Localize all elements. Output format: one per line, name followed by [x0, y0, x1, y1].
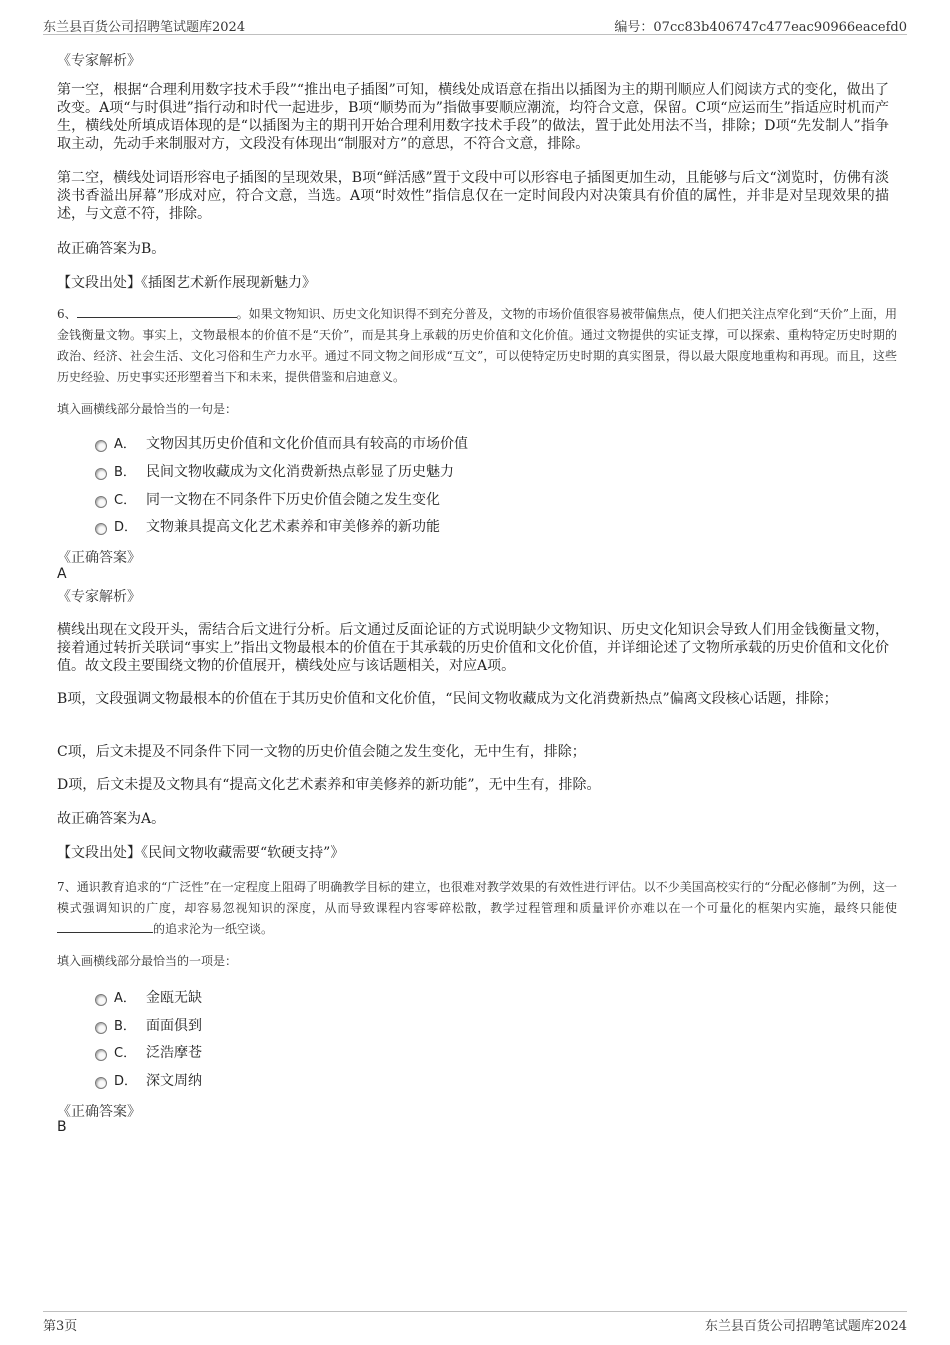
q6-prompt: 填入画横线部分最恰当的一句是：	[57, 402, 238, 416]
page-header	[43, 14, 907, 35]
radio-icon[interactable]	[95, 440, 107, 452]
q5-source: 【文段出处】《插图艺术新作展现新魅力》	[57, 275, 316, 291]
q7-stem-text: 7、通识教育追求的“广泛性”在一定程度上阻碍了明确教学目标的建立，也很难对教学效果的有效性进行评估。以不少美国高校实行的“分配必修制”为例，这一模式强调知识的广度，却容易忽视知识的深度，从而导致课程内容零碎松散，教学过程管理和质量评价亦难以在一个可量化的框架内实施，最终只能使	[57, 880, 897, 915]
q6-option-b[interactable]: B． 民间文物收藏成为文化消费新热点彰显了历史魅力	[95, 461, 454, 481]
q6-option-a[interactable]: A． 文物因其历史价值和文化价值而具有较高的市场价值	[95, 433, 468, 453]
q7-prompt: 填入画横线部分最恰当的一项是：	[57, 954, 238, 968]
q6-answer: A	[57, 566, 67, 582]
q5-analysis-para-2: 第二空，横线处词语形容电子插图的呈现效果，B项“鲜活感”置于文段中可以形容电子插图更加生动，且能够与后文“浏览时，仿佛有淡淡书香溢出屏幕”形成对应，符合文意，当选。A项“时效性”指信息仅在一定时间段内对决策具有价值的属性，并非是对呈现效果的描述，与文意不符，排除。	[57, 170, 889, 222]
q7-stem-tail: 的追求沦为一纸空谈。	[153, 922, 274, 936]
q6-expert-label: 《专家解析》	[57, 589, 141, 605]
radio-icon[interactable]	[95, 1022, 107, 1034]
radio-icon[interactable]	[95, 1077, 107, 1089]
footer-title: 东兰县百货公司招聘笔试题库2024	[704, 1319, 907, 1334]
radio-icon[interactable]	[95, 523, 107, 535]
q6-analysis-para-3: C项，后文未提及不同条件下同一文物的历史价值会随之发生变化，无中生有，排除；	[57, 744, 586, 760]
q6-answer-label: 《正确答案》	[57, 550, 141, 566]
q6-stem	[57, 304, 897, 388]
header-doc-id: 编号：07cc83b406747c477eac90966eacefd0	[614, 20, 907, 35]
radio-icon[interactable]	[95, 1049, 107, 1061]
q6-analysis-para-1: 横线出现在文段开头，需结合后文进行分析。后文通过反面论证的方式说明缺少文物知识、历史文化知识会导致人们用金钱衡量文物，接着通过转折关联词“事实上”指出文物最根本的价值在于其承载的历史价值和文化价值，并详细论述了文物所承载的历史价值和文化价值。故文段主要围绕文物的价值展开，横线处应与该话题相关，对应A项。	[57, 622, 889, 674]
q7-answer: B	[57, 1119, 67, 1135]
q5-analysis-para-1: 第一空，根据“合理利用数字技术手段”“推出电子插图”可知，横线处成语意在指出以插图为主的期刊顺应人们阅读方式的变化，做出了改变。A项“与时俱进”指行动和时代一起进步，B项“顺势而为”指做事要顺应潮流，均符合文意，保留。C项“应运而生”指适应时机而产生，横线处所填成语体现的是“以插图为主的期刊开始合理利用数字技术手段”的做法，置于此处用法不当，排除；D项“先发制人”指争取主动，先动手来制服对方，文段没有体现出“制服对方”的意思，不符合文意，排除。	[57, 82, 889, 152]
page-footer	[43, 1311, 907, 1334]
q7-option-a[interactable]: A． 金瓯无缺	[95, 987, 202, 1007]
radio-icon[interactable]	[95, 496, 107, 508]
q7-fill-blank	[57, 920, 153, 933]
q6-option-c[interactable]: C． 同一文物在不同条件下历史价值会随之发生变化	[95, 489, 440, 509]
radio-icon[interactable]	[95, 994, 107, 1006]
q5-answer-statement: 故正确答案为B。	[57, 241, 166, 257]
q6-number: 6、	[57, 307, 77, 321]
q6-fill-blank	[77, 305, 237, 318]
q6-answer-statement: 故正确答案为A。	[57, 811, 166, 827]
q6-analysis-para-2: B项，文段强调文物最根本的价值在于其历史价值和文化价值，“民间文物收藏成为文化消费新热点”偏离文段核心话题，排除；	[57, 691, 838, 707]
q7-answer-label: 《正确答案》	[57, 1104, 141, 1120]
q6-source: 【文段出处】《民间文物收藏需要“软硬支持”》	[57, 845, 345, 861]
q7-option-d[interactable]: D． 深文周纳	[95, 1070, 202, 1090]
header-title: 东兰县百货公司招聘笔试题库2024	[43, 20, 246, 35]
radio-icon[interactable]	[95, 468, 107, 480]
q6-stem-text: 。如果文物知识、历史文化知识得不到充分普及，文物的市场价值很容易被带偏焦点，使人们把关注点窄化到“天价”上面，用金钱衡量文物。事实上，文物最根本的价值不是“天价”，而是其身上承载的历史价值和文化价值。通过文物提供的实证支撑，可以探索、重构特定历史时期的政治、经济、社会生活、文化习俗和生产力水平。通过不同文物之间形成“互文”，可以使特定历史时期的真实图景，得以最大限度地重构和再现。而且，这些历史经验、历史事实还形塑着当下和未来，提供借鉴和启迪意义。	[57, 307, 897, 384]
q6-option-d[interactable]: D． 文物兼具提高文化艺术素养和审美修养的新功能	[95, 516, 440, 536]
q7-option-b[interactable]: B． 面面俱到	[95, 1015, 202, 1035]
q7-option-c[interactable]: C． 泛浩摩苍	[95, 1042, 202, 1062]
q7-stem	[57, 877, 897, 940]
q6-analysis-para-4: D项，后文未提及文物具有“提高文化艺术素养和审美修养的新功能”，无中生有，排除。	[57, 777, 601, 793]
q5-expert-label: 《专家解析》	[57, 53, 141, 69]
page-number: 第3页	[43, 1319, 78, 1334]
